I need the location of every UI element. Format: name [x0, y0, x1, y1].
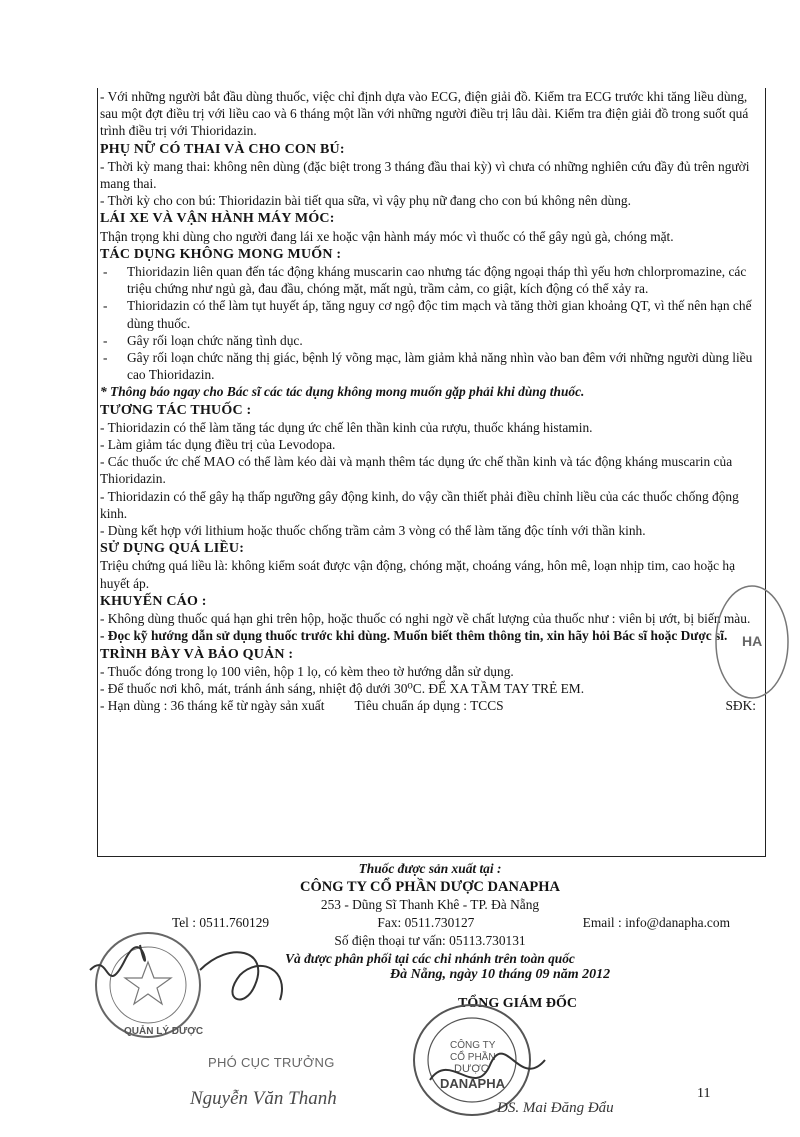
side-seal [702, 580, 792, 710]
side-effect-item: - Gây rối loạn chức năng thị giác, bệnh lý võng mạc, làm giảm khả năng nhìn vào ban đêm với những người dùng liều cao Thioridazin. [103, 349, 760, 383]
storage-line-2: - Để thuốc nơi khô, mát, tránh ánh sáng, nhiệt độ dưới 30⁰C. ĐỂ XA TẦM TAY TRẺ EM. [100, 680, 585, 696]
interaction-line: - Thioridazin có thể làm tăng tác dụng ức chế lên thần kinh của rượu, thuốc kháng histamin. [100, 419, 593, 435]
storage-line-1: - Thuốc đóng trong lọ 100 viên, hộp 1 lọ, có kèm theo tờ hướng dẫn sử dụng. [100, 663, 514, 679]
overdose-heading: SỬ DỤNG QUÁ LIỀU: [100, 541, 245, 557]
page-number: 11 [697, 1086, 711, 1101]
warning-line-2: - Đọc kỹ hướng dẫn sử dụng thuốc trước khi dùng. Muốn biết thêm thông tin, xin hãy hỏi Bác sĩ hoặc Dược sĩ. [100, 628, 728, 644]
interaction-line: - Làm giảm tác dụng điều trị của Levodopa. [100, 437, 336, 453]
made-by-label: Thuốc được sản xuất tại : [358, 861, 502, 876]
left-signature [80, 930, 340, 1050]
intro-paragraph: - Với những người bắt đầu dùng thuốc, việc chỉ định dựa vào ECG, điện giải đồ. Kiểm tra ECG trước khi tăng liều dùng, sau một đợt điều trị với liều cao và 6 tháng một lần với những người điều trị lâu dài. Kiểm tra điện giải đồ trong suốt quá trình điều trị với Thioridazin. [100, 89, 749, 139]
pregnancy-line-1: - Thời kỳ mang thai: không nên dùng (đặc biệt trong 3 tháng đầu thai kỳ) vì chưa có những nghiên cứu đầy đủ trên người mang thai. [100, 158, 750, 192]
sign-date: Đà Nẵng, ngày 10 tháng 09 năm 2012 [390, 967, 611, 982]
left-signer-name: Nguyễn Văn Thanh [190, 1088, 337, 1109]
registration-number: SĐK: [725, 698, 756, 714]
left-signer-title: PHÓ CỤC TRƯỞNG [208, 1055, 335, 1070]
standard: Tiêu chuẩn áp dụng : TCCS [354, 698, 504, 714]
hotline: Số điện thoại tư vấn: 05113.730131 [334, 933, 526, 948]
interaction-line: - Các thuốc ức chế MAO có thể làm kéo dài và mạnh thêm tác dụng ức chế thần kinh và tác động kháng muscarin của Thioridazin. [100, 454, 733, 487]
frame-bottom-border [97, 856, 766, 857]
pregnancy-heading: PHỤ NỮ CÓ THAI VÀ CHO CON BÚ: [100, 141, 345, 157]
side-effects-notice: * Thông báo ngay cho Bác sĩ các tác dụng không mong muốn gặp phải khi dùng thuốc. [100, 384, 585, 400]
svg-text:CÔNG TY: CÔNG TY [450, 1040, 496, 1051]
fax: Fax: 0511.730127 [377, 915, 475, 930]
storage-heading: TRÌNH BÀY VÀ BẢO QUẢN : [100, 646, 294, 662]
driving-heading: LÁI XE VÀ VẬN HÀNH MÁY MÓC: [100, 211, 335, 227]
leaflet-content [100, 88, 763, 714]
frame-left-border [97, 88, 98, 856]
side-effect-item: - Thioridazin liên quan đến tác động kháng muscarin cao nhưng tác động ngoại tháp thì yếu hơn chlorpromazine, các triệu chứng như ngủ gà, đau đầu, chóng mặt, mất ngủ, trầm cảm, co giật, kích động có thể xảy ra. [103, 263, 760, 297]
interaction-line: - Dùng kết hợp với lithium hoặc thuốc chống trầm cảm 3 vòng có thể làm tăng độc tính với thần kinh. [100, 523, 646, 539]
svg-text:DANAPHA: DANAPHA [440, 1076, 505, 1091]
director-title: TỔNG GIÁM ĐỐC [458, 996, 577, 1011]
shelf-life-row [100, 697, 760, 714]
email: Email : info@danapha.com [582, 915, 730, 930]
svg-text:HA: HA [742, 633, 763, 649]
driving-line: Thận trọng khi dùng cho người đang lái xe hoặc vận hành máy móc vì thuốc có thể gây ngủ gà, chóng mặt. [100, 228, 674, 244]
shelf-life: - Hạn dùng : 36 tháng kể từ ngày sản xuất [100, 698, 325, 714]
side-effects-list [100, 263, 760, 383]
overdose-line: Triệu chứng quá liều là: không kiểm soát được vận động, chóng mặt, choáng váng, hôn mê, loạn nhịp tim, cao hoặc hạ huyết áp. [100, 558, 736, 591]
tel: Tel : 0511.760129 [172, 915, 270, 930]
side-effects-heading: TÁC DỤNG KHÔNG MONG MUỐN : [100, 246, 342, 262]
interaction-line: - Thioridazin có thể gây hạ thấp ngưỡng gây động kinh, do vậy cần thiết phải điều chỉnh liều của các thuốc chống động kinh. [100, 488, 739, 521]
pregnancy-line-2: - Thời kỳ cho con bú: Thioridazin bài tiết qua sữa, vì vậy phụ nữ đang cho con bú không nên dùng. [100, 193, 631, 209]
interactions-heading: TƯƠNG TÁC THUỐC : [100, 402, 252, 418]
warnings-heading: KHUYẾN CÁO : [100, 593, 207, 609]
company-address: 253 - Dũng Sĩ Thanh Khê - TP. Đà Nẵng [320, 897, 540, 912]
warning-line-1: - Không dùng thuốc quá hạn ghi trên hộp, hoặc thuốc có nghi ngờ về chất lượng của thuốc như : viên bị ướt, bị biến màu. [100, 611, 751, 627]
frame-right-border [765, 88, 766, 856]
right-signer-name: DS. Mai Đăng Đẩu [497, 1100, 614, 1116]
svg-text:CỔ PHẦN: CỔ PHẦN [450, 1052, 496, 1063]
side-effect-item: - Thioridazin có thể làm tụt huyết áp, tăng nguy cơ ngộ độc tim mạch và tăng thời gian khoảng QT, vì thế nên hạn chế dùng thuốc. [103, 297, 760, 331]
side-effect-item: - Gây rối loạn chức năng tình dục. [103, 332, 760, 349]
distribution: Và được phân phối tại các chi nhánh trên toàn quốc [285, 951, 575, 966]
svg-text:DƯỢC: DƯỢC [454, 1063, 489, 1075]
svg-text:QUẢN LÝ DƯỢC: QUẢN LÝ DƯỢC [124, 1026, 204, 1037]
company-name: CÔNG TY CỔ PHẦN DƯỢC DANAPHA [299, 879, 561, 895]
